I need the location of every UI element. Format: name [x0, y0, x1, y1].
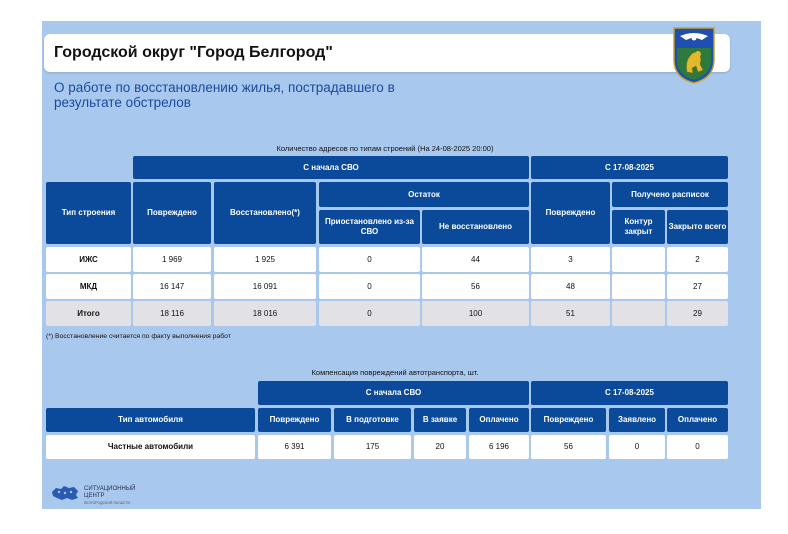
vehicle-cell-damaged-recent: 56 — [531, 435, 606, 459]
title-bar — [44, 34, 730, 72]
vehicle-cell-paid-recent: 0 — [667, 435, 728, 459]
housing-cell-contour-closed — [612, 247, 665, 272]
housing-cell-closed-total: 29 — [667, 301, 728, 326]
belgorod-coat-of-arms-icon — [672, 26, 716, 84]
situation-center-logo-text — [84, 486, 135, 507]
housing-cell-damaged: 16 147 — [133, 274, 211, 299]
vehicle-col-in-request: В заявке — [414, 408, 466, 432]
vehicle-col-paid-recent: Оплачено — [667, 408, 728, 432]
housing-col-restored: Восстановлено(*) — [214, 182, 316, 244]
vehicle-col-damaged: Повреждено — [258, 408, 331, 432]
housing-col-remainder: Остаток — [319, 182, 529, 207]
vehicle-group-since-date: С 17-08-2025 — [531, 381, 728, 405]
housing-col-receipts: Получено расписок — [612, 182, 728, 207]
vehicle-cell-in-prep: 175 — [334, 435, 411, 459]
housing-cell-not-restored: 100 — [422, 301, 529, 326]
housing-cell-restored: 1 925 — [214, 247, 316, 272]
housing-cell-damaged: 1 969 — [133, 247, 211, 272]
logo-line-3: БЕЛГОРОДСКОЙ ОБЛАСТИ — [84, 501, 130, 505]
vehicle-col-type: Тип автомобиля — [46, 408, 255, 432]
housing-table-caption: Количество адресов по типам строений (На 24-08-2025 20:00) — [276, 144, 494, 153]
housing-cell-not-restored: 56 — [422, 274, 529, 299]
housing-col-closed-total: Закрыто всего — [667, 210, 728, 244]
housing-col-suspended: Приостановлено из-за СВО — [319, 210, 420, 244]
vehicle-group-since-svo: С начала СВО — [258, 381, 529, 405]
housing-cell-closed-total: 27 — [667, 274, 728, 299]
page-subtitle: О работе по восстановлению жилья, пострадавшего в результате обстрелов — [54, 80, 395, 110]
housing-col-damaged-recent: Повреждено — [531, 182, 610, 244]
housing-cell-restored: 16 091 — [214, 274, 316, 299]
logo-line-2: ЦЕНТР — [84, 493, 105, 499]
housing-cell-contour-closed — [612, 301, 665, 326]
housing-row-type: ИЖС — [46, 247, 131, 272]
housing-footnote: (*) Восстановление считается по факту выполнения работ — [46, 333, 231, 340]
vehicle-cell-in-request: 20 — [414, 435, 466, 459]
housing-cell-not-restored: 44 — [422, 247, 529, 272]
logo-line-1: СИТУАЦИОННЫЙ — [84, 486, 136, 492]
housing-col-damaged: Повреждено — [133, 182, 211, 244]
vehicle-cell-paid: 6 196 — [469, 435, 529, 459]
vehicle-col-paid: Оплачено — [469, 408, 529, 432]
housing-col-not-restored: Не восстановлено — [422, 210, 529, 244]
housing-cell-contour-closed — [612, 274, 665, 299]
vehicle-cell-declared-recent: 0 — [609, 435, 665, 459]
housing-cell-damaged-recent: 48 — [531, 274, 610, 299]
vehicle-col-in-prep: В подготовке — [334, 408, 411, 432]
vehicle-row-type: Частные автомобили — [46, 435, 255, 459]
vehicle-col-damaged-recent: Повреждено — [531, 408, 606, 432]
page-title: Городской округ "Город Белгород" — [54, 44, 333, 61]
housing-cell-suspended: 0 — [319, 301, 420, 326]
situation-center-logo-icon — [50, 484, 80, 502]
housing-group-since-svo: С начала СВО — [133, 156, 529, 179]
housing-cell-closed-total: 2 — [667, 247, 728, 272]
housing-cell-damaged: 18 116 — [133, 301, 211, 326]
housing-cell-restored: 18 016 — [214, 301, 316, 326]
housing-group-since-date: С 17-08-2025 — [531, 156, 728, 179]
housing-cell-suspended: 0 — [319, 274, 420, 299]
housing-row-type: Итого — [46, 301, 131, 326]
vehicle-col-declared-recent: Заявлено — [609, 408, 665, 432]
housing-col-type: Тип строения — [46, 182, 131, 244]
housing-row-type: МКД — [46, 274, 131, 299]
vehicle-table-caption: Компенсация повреждений автотранспорта, шт. — [311, 368, 479, 377]
housing-cell-damaged-recent: 3 — [531, 247, 610, 272]
housing-cell-suspended: 0 — [319, 247, 420, 272]
housing-col-contour-closed: Контур закрыт — [612, 210, 665, 244]
housing-cell-damaged-recent: 51 — [531, 301, 610, 326]
vehicle-cell-damaged: 6 391 — [258, 435, 331, 459]
